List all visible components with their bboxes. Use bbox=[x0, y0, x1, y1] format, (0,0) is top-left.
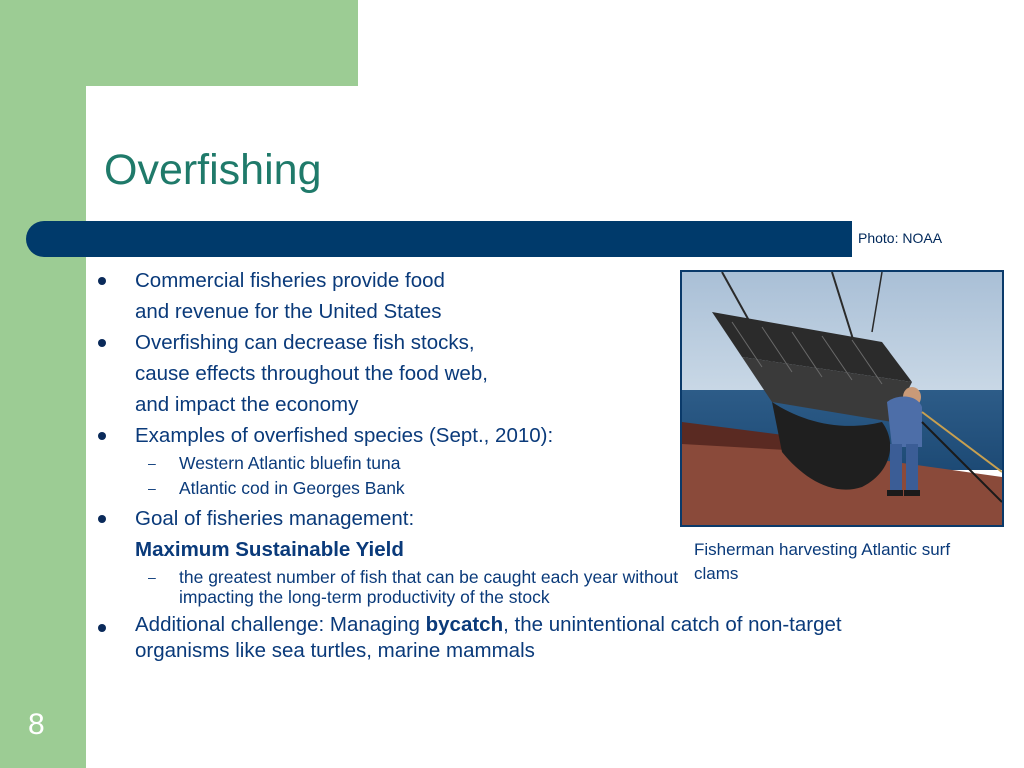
bullet-icon bbox=[98, 339, 106, 347]
bullet-icon bbox=[98, 432, 106, 440]
bullet-continuation-bold: Maximum Sustainable Yield bbox=[135, 538, 404, 561]
sub-bullet-text: Atlantic cod in Georges Bank bbox=[179, 478, 405, 498]
sub-bullet-item bbox=[98, 567, 739, 607]
bullet-item bbox=[98, 420, 978, 451]
bullet-icon bbox=[98, 277, 106, 285]
bullet-text: Examples of overfished species (Sept., 2010): bbox=[135, 424, 554, 447]
sub-bullet-text: the greatest number of fish that can be caught each year without impacting the long-term productivity of the stock bbox=[179, 567, 679, 607]
page-number: 8 bbox=[28, 708, 45, 741]
title-bar bbox=[26, 221, 852, 257]
title-bar-tail bbox=[838, 221, 852, 257]
bullet-text: Goal of fisheries management: bbox=[135, 507, 415, 530]
bullet-text: Commercial fisheries provide food bbox=[135, 269, 445, 292]
bullet-text-suffix: , the unintentional catch of non-target organisms like sea turtles, marine mammals bbox=[135, 613, 842, 662]
bullet-text-bold: bycatch bbox=[425, 613, 504, 636]
green-frame-left bbox=[0, 0, 86, 768]
green-frame-top bbox=[0, 0, 358, 86]
sub-bullet-item bbox=[98, 478, 978, 498]
bullet-icon bbox=[98, 515, 106, 523]
bullet-text-prefix: Additional challenge: Managing bbox=[135, 613, 426, 636]
bullet-continuation: and impact the economy bbox=[135, 393, 359, 416]
bullet-icon bbox=[98, 624, 106, 632]
sub-bullet-item bbox=[98, 453, 978, 473]
slide-title: Overfishing bbox=[104, 146, 322, 194]
bullet-text: Overfishing can decrease fish stocks, bbox=[135, 331, 475, 354]
bullet-item bbox=[98, 265, 978, 296]
bullet-continuation: cause effects throughout the food web, bbox=[135, 362, 488, 385]
dash-icon: – bbox=[148, 480, 156, 496]
photo-credit: Photo: NOAA bbox=[858, 230, 943, 246]
dash-icon: – bbox=[148, 569, 156, 585]
bullet-item bbox=[98, 612, 925, 664]
bullet-list bbox=[98, 265, 978, 664]
bullet-item bbox=[98, 327, 978, 358]
photo-caption: Fisherman harvesting Atlantic surf clams bbox=[694, 540, 951, 583]
bullet-continuation: and revenue for the United States bbox=[135, 300, 442, 323]
dash-icon: – bbox=[148, 455, 156, 471]
sub-bullet-text: Western Atlantic bluefin tuna bbox=[179, 453, 401, 473]
bullet-item bbox=[98, 503, 978, 534]
